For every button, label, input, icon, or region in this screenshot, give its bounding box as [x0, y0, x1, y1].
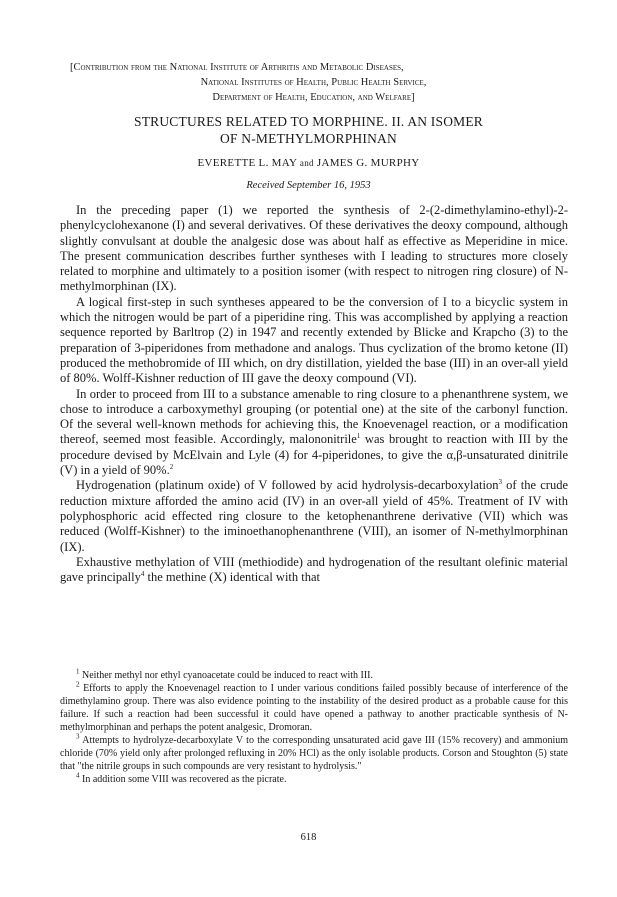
- footnote-mark: 1: [76, 667, 80, 676]
- paragraph-text: In the preceding paper (1) we reported the synthesis of 2-(2-dimethylamino-ethyl)-2-phenylcyclohexanone (I) and several derivatives. Of these derivatives the deoxy compound, although slightly convulsant at double the analgesic dose was about half as effective as Meperidine in mice. The present communication describes further syntheses with I leading to structures more closely related to morphine and ultimately to a position isomer (with respect to nitrogen ring closure) of N-methylmorphinan (IX).: [60, 203, 568, 294]
- footnote-ref: 3: [498, 478, 502, 487]
- paragraph-text: was brought to reaction with III by the procedure devised by McElvain and Lyle (4) for 4-piperidones, to give the α,β-unsaturated dinitrile (V) in a yield of 90%.: [60, 432, 568, 478]
- footnote: [60, 682, 568, 734]
- footnote: [60, 734, 568, 773]
- author-line: [40, 157, 577, 169]
- footnote-text: In addition some VIII was recovered as the picrate.: [79, 774, 287, 785]
- footnotes: [60, 669, 568, 786]
- title-line-2: OF N-METHYLMORPHINAN: [220, 131, 397, 146]
- footnote-ref: 4: [140, 569, 145, 578]
- footnote-text: Attempts to hydrolyze-decarboxylate V to the corresponding unsaturated acid gave III (15% recovery) and ammonium chloride (70% yield only after prolonged refluxing in 20% HCl) as the only isolable products. Corson and Stoughton (5) state that "the nitrile groups in such compounds are very resistant to hydrolysis.": [60, 735, 568, 772]
- footnote-ref: 2: [169, 462, 174, 471]
- footnote: [60, 669, 568, 682]
- paragraph-text: the methine (X) identical with that: [144, 570, 321, 585]
- affiliation-line-1: [Contribution from the National Institute of Arthritis and Metabolic Diseases,: [70, 62, 404, 73]
- paragraph-text: of the crude reduction mixture afforded the amino acid (IV) in an over-all yield of 45%. Treatment of IV with polyphosphoric acid effected ring closure to the ketophenanthrene derivative (VII) which was reduced (Wolff-Kishner) to the iminoethanophenanthrene (VIII), an isomer of N-methylmorphinan (IX).: [60, 478, 568, 554]
- footnote-mark: 3: [76, 732, 80, 741]
- body-paragraph: [60, 478, 568, 554]
- footnote-text: Neither methyl nor ethyl cyanoacetate could be induced to react with III.: [79, 670, 373, 681]
- paragraph-text: Hydrogenation (platinum oxide) of V followed by acid hydrolysis-decarboxylation: [76, 478, 499, 493]
- body-paragraph: [60, 203, 568, 295]
- affiliation-block: [70, 60, 557, 105]
- body-paragraph: [60, 295, 568, 387]
- footnote-mark: 2: [76, 680, 80, 689]
- title-line-1: STRUCTURES RELATED TO MORPHINE. II. AN ISOMER: [133, 114, 484, 129]
- received-date: Received September 16, 1953: [246, 180, 371, 191]
- author-name: JAMES G. MURPHY: [316, 157, 420, 169]
- footnote-text: Efforts to apply the Knoevenagel reaction to I under various conditions failed possibly because of interference of the dimethylamino group. There was also evidence pointing to the instability of the desired product as a probable cause for this failure. If such a reaction had been successful it could have opened a pathway to another practicable synthesis of N-methylmorphinan and perhaps the potent analgesic, Dromoran.: [60, 683, 568, 733]
- footnote-ref: 1: [356, 432, 361, 441]
- page-number: 618: [300, 832, 317, 843]
- author-conjunction: and: [299, 158, 314, 168]
- body-paragraph: [60, 387, 568, 479]
- paragraph-text: In order to proceed from III to a substance amenable to ring closure to a phenanthrene system, we chose to introduce a carboxymethyl grouping (or potential one) at the site of the carbonyl function. Of the several well-known methods for achieving this, the Knoevenagel reaction, or a modification thereof, seemed most feasible. Accordingly, malononitrile: [60, 386, 568, 447]
- paragraph-text: A logical first-step in such syntheses appeared to be the conversion of I to a bicyclic system in which the nitrogen would be part of a piperidine ring. This was accomplished by applying a reaction sequence reported by Barltrop (2) in 1947 and recently extended by Blicke and Krapcho (3) to the preparation of 3-piperidones from methadone and analogs. Thus cyclization of the bromo ketone (II) produced the methobromide of III which, on dry distillation, yielded the base (III) in an over-all yield of 80%. Wolff-Kishner reduction of III gave the deoxy compound (VI).: [60, 294, 568, 386]
- footnote-mark: 4: [76, 771, 80, 780]
- paragraph-text: Exhaustive methylation of VIII (methiodide) and hydrogenation of the resultant olefinic material gave principally: [60, 554, 568, 585]
- affiliation-line-3: Department of Health, Education, and Welfare]: [212, 92, 415, 103]
- body-paragraph: [60, 555, 568, 586]
- affiliation-line-2: National Institutes of Health, Public Health Service,: [200, 77, 427, 88]
- article-title: [40, 113, 577, 147]
- author-name: EVERETTE L. MAY: [197, 157, 297, 169]
- article-body: [60, 203, 568, 585]
- footnote: [60, 773, 568, 786]
